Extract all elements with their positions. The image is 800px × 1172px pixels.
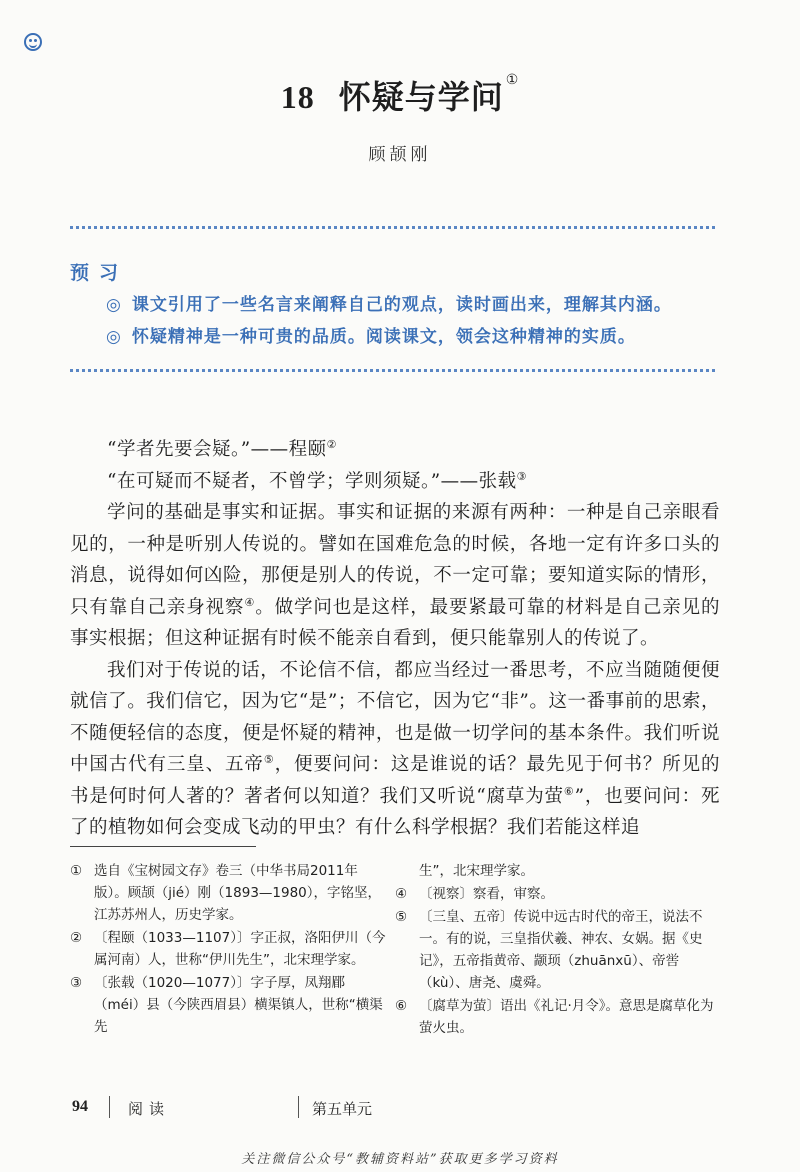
title-footnote-ref: ① bbox=[505, 72, 520, 88]
smiley-icon bbox=[24, 33, 42, 51]
lesson-title bbox=[0, 72, 800, 118]
footnote-2: ② 〔程颐（1033—1107）〕字正叔，洛阳伊川（今属河南）人，世称“伊川先生”，北宋理学家。 bbox=[70, 930, 386, 968]
unit-label: 第五单元 bbox=[312, 1100, 373, 1118]
footnote-ref: ③ bbox=[516, 469, 528, 483]
lesson-title-text: 怀疑与学问 bbox=[338, 78, 504, 116]
paragraph-1: 学问的基础是事实和证据。事实和证据的来源有两种：一种是自己亲眼看见的，一种是听别人传说的。譬如在国难危急的时候，各地一定有许多口头的消息，说得如何凶险，那便是别人的传说，不一定可靠；要知道实际的情形，只有靠自己亲身视察④。做学问也是这样，最要紧最可靠的材料是自己亲见的事实根据；但这种证据有时候不能亲自看到，便只能靠别人的传说了。 bbox=[70, 502, 720, 649]
footnote-3-continued: 生”，北宋理学家。 bbox=[419, 863, 534, 879]
dotted-divider-top bbox=[70, 226, 715, 229]
footnote-5: ⑤ 〔三皇、五帝〕传说中远古时代的帝王，说法不一。有的说，三皇指伏羲、神农、女娲。据《史记》，五帝指黄帝、颛顼（zhuānxū）、帝喾（kù）、唐尧、虞舜。 bbox=[395, 909, 703, 991]
footnote-ref: ⑥ bbox=[563, 784, 575, 798]
footnote-1: ① 选自《宝树园文存》卷三（中华书局2011年版）。顾颉（jié）刚（1893—1980），字铭坚，江苏苏州人，历史学家。 bbox=[70, 863, 382, 923]
section-label: 阅读 bbox=[128, 1100, 171, 1118]
bullet-icon: ◎ bbox=[106, 327, 122, 347]
preview-item-2: ◎ 怀疑精神是一种可贵的品质。阅读课文，领会这种精神的实质。 bbox=[106, 327, 636, 347]
footnote-rule bbox=[70, 846, 256, 847]
watermark-text: 关注微信公众号“教辅资料站”获取更多学习资料 bbox=[241, 1152, 559, 1167]
footer-divider bbox=[109, 1096, 110, 1118]
footnote-ref: ④ bbox=[244, 595, 256, 609]
dotted-divider-bottom bbox=[70, 369, 715, 372]
page-number: 94 bbox=[72, 1098, 88, 1115]
quote-chengyi: “学者先要会疑。”——程颐② bbox=[107, 437, 338, 460]
footnote-4: ④ 〔视察〕察看，审察。 bbox=[395, 886, 554, 902]
lesson-number: 18 bbox=[280, 79, 315, 115]
bullet-icon: ◎ bbox=[106, 295, 122, 315]
footnote-ref: ⑤ bbox=[263, 752, 275, 766]
author-name: 顾颉刚 bbox=[368, 145, 432, 165]
footer-divider bbox=[298, 1096, 299, 1118]
footnote-3: ③ 〔张载（1020—1077）〕字子厚，凤翔郿（méi）县（今陕西眉县）横渠镇人，世称“横渠先 bbox=[70, 975, 383, 1035]
paragraph-2: 我们对于传说的话，不论信不信，都应当经过一番思考，不应当随随便便就信了。我们信它，因为它“是”；不信它，因为它“非”。这一番事前的思索，不随便轻信的态度，便是怀疑的精神，也是做一切学问的基本条件。我们听说中国古代有三皇、五帝⑤，便要问问：这是谁说的话？最先见于何书？所见的书是何时何人著的？著者何以知道？我们又听说“腐草为萤⑥”，也要问问：死了的植物如何会变成飞动的甲虫？有什么科学根据？我们若能这样追 bbox=[70, 659, 720, 838]
footnote-6: ⑥ 〔腐草为萤〕语出《礼记·月令》。意思是腐草化为萤火虫。 bbox=[395, 998, 714, 1036]
footnotes-left-column bbox=[70, 860, 390, 1039]
footnote-ref: ② bbox=[326, 437, 338, 451]
preview-heading: 预习 bbox=[70, 262, 129, 284]
footnotes-right-column bbox=[395, 860, 715, 1040]
preview-item-1: ◎ 课文引用了一些名言来阐释自己的观点，读时画出来，理解其内涵。 bbox=[106, 295, 672, 315]
quote-zhangzai: “在可疑而不疑者，不曾学；学则须疑。”——张载③ bbox=[107, 469, 528, 492]
article-body bbox=[70, 434, 720, 844]
